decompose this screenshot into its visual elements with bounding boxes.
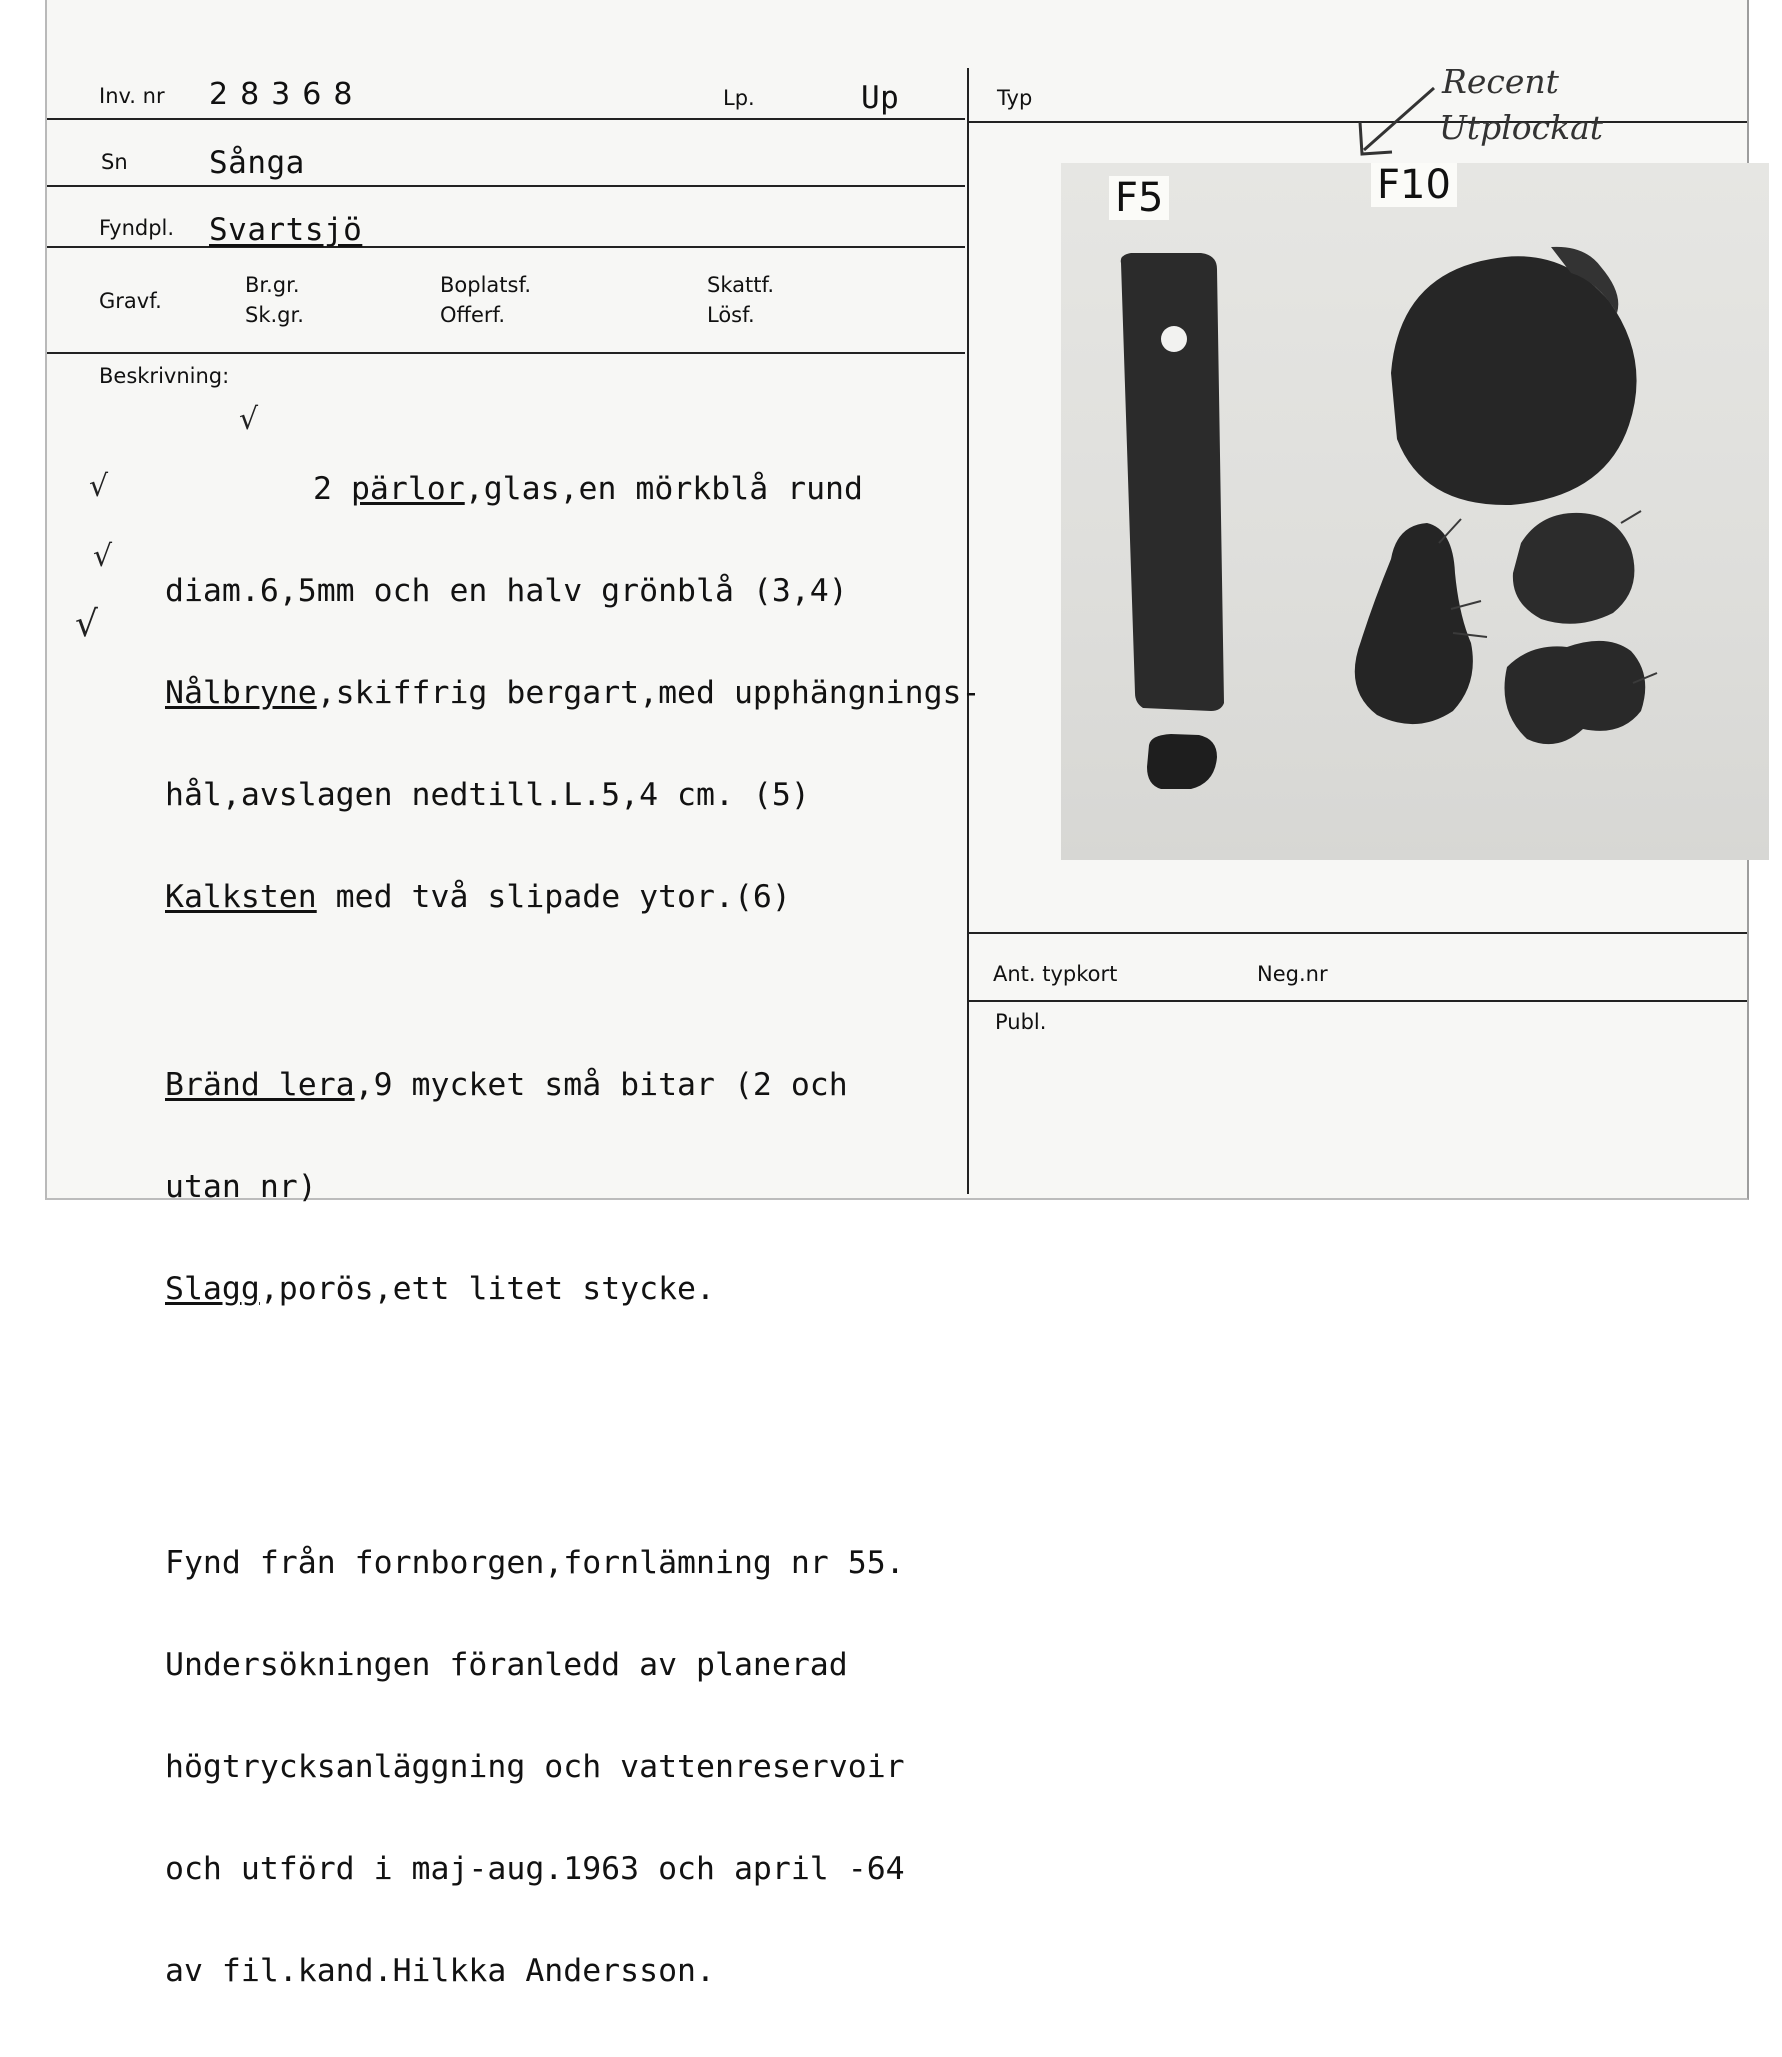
sn-value: Sånga xyxy=(209,145,305,181)
catalog-card xyxy=(45,0,1749,1989)
handwritten-utplockat: Utplockat xyxy=(1439,108,1604,147)
sn-label: Sn xyxy=(101,150,128,174)
clay-lump-3 xyxy=(1505,641,1646,744)
term-parlor: pärlor xyxy=(350,471,465,507)
check-mark-1: √ xyxy=(239,402,259,437)
whetstone-object xyxy=(1121,253,1224,711)
rule-ant xyxy=(969,932,1747,934)
inv-value: 28368 xyxy=(209,77,365,112)
term-nalbryne: Nålbryne xyxy=(165,675,317,711)
clay-lump-1 xyxy=(1355,523,1473,724)
lp-label: Lp. xyxy=(723,86,755,110)
rule-publ xyxy=(969,1000,1747,1002)
typ-label: Typ xyxy=(997,86,1033,110)
desc-line-7: utan nr) xyxy=(165,1169,317,1205)
offerf-label: Offerf. xyxy=(440,303,506,327)
check-mark-2: √ xyxy=(89,469,109,504)
term-kalksten: Kalksten xyxy=(165,879,317,915)
desc-line-9: Fynd från fornborgen,fornlämning nr 55. xyxy=(165,1545,905,1581)
photo-label-f5: F5 xyxy=(1109,176,1169,220)
beskrivning-label: Beskrivning: xyxy=(99,364,230,388)
rule-fyndpl xyxy=(47,246,965,248)
check-mark-3: √ xyxy=(93,539,113,574)
losf-label: Lösf. xyxy=(707,303,755,327)
negnr-label: Neg.nr xyxy=(1257,962,1328,986)
fyndpl-label: Fyndpl. xyxy=(99,216,175,240)
desc-line-2: diam.6,5mm och en halv grönblå (3,4) xyxy=(165,573,848,609)
brgr-label: Br.gr. xyxy=(245,273,300,297)
inv-label: Inv. nr xyxy=(99,84,165,108)
desc-line-3: Nålbryne,skiffrig bergart,med upphängnings- xyxy=(165,675,981,711)
artifact-photo xyxy=(1061,163,1769,860)
publ-label: Publ. xyxy=(995,1010,1047,1034)
round-bead-object xyxy=(1391,256,1637,505)
term-slagg: Slagg xyxy=(165,1271,260,1307)
ant-typkort-label: Ant. typkort xyxy=(993,962,1118,986)
suspension-hole xyxy=(1161,326,1187,352)
arrow-down-left-icon xyxy=(1352,82,1442,162)
artifact-objects xyxy=(1061,163,1769,860)
description-text xyxy=(165,404,980,2056)
desc-line-13: av fil.kand.Hilkka Andersson. xyxy=(165,1953,715,1989)
photo-label-f10: F10 xyxy=(1371,163,1457,207)
desc-line-4: hål,avslagen nedtill.L.5,4 cm. (5) xyxy=(165,777,810,813)
fyndpl-value: Svartsjö xyxy=(209,212,363,248)
desc-line-6: Bränd lera,9 mycket små bitar (2 och xyxy=(165,1067,848,1103)
lp-value: Up xyxy=(861,80,900,116)
limestone-piece xyxy=(1147,734,1217,789)
desc-line-5: Kalksten med två slipade ytor.(6) xyxy=(165,879,791,915)
desc-line-12: och utförd i maj-aug.1963 och april -64 xyxy=(165,1851,905,1887)
skgr-label: Sk.gr. xyxy=(245,303,304,327)
clay-lump-2 xyxy=(1513,513,1635,624)
desc-line-8: Slagg,porös,ett litet stycke. xyxy=(165,1271,715,1307)
term-brand-lera: Bränd lera xyxy=(165,1067,355,1103)
check-mark-4: √ xyxy=(75,604,98,645)
boplatsf-label: Boplatsf. xyxy=(440,273,532,297)
desc-line-1: 2 pärlor,glas,en mörkblå rund xyxy=(313,471,863,507)
rule-sn xyxy=(47,185,965,187)
gravf-label: Gravf. xyxy=(99,289,162,313)
rule-inv xyxy=(47,118,965,120)
desc-line-11: högtrycksanläggning och vattenreservoir xyxy=(165,1749,905,1785)
handwritten-recent: Recent xyxy=(1442,62,1559,101)
desc-line-10: Undersökningen föranledd av planerad xyxy=(165,1647,848,1683)
rule-gravf xyxy=(47,352,965,354)
skattf-label: Skattf. xyxy=(707,273,774,297)
